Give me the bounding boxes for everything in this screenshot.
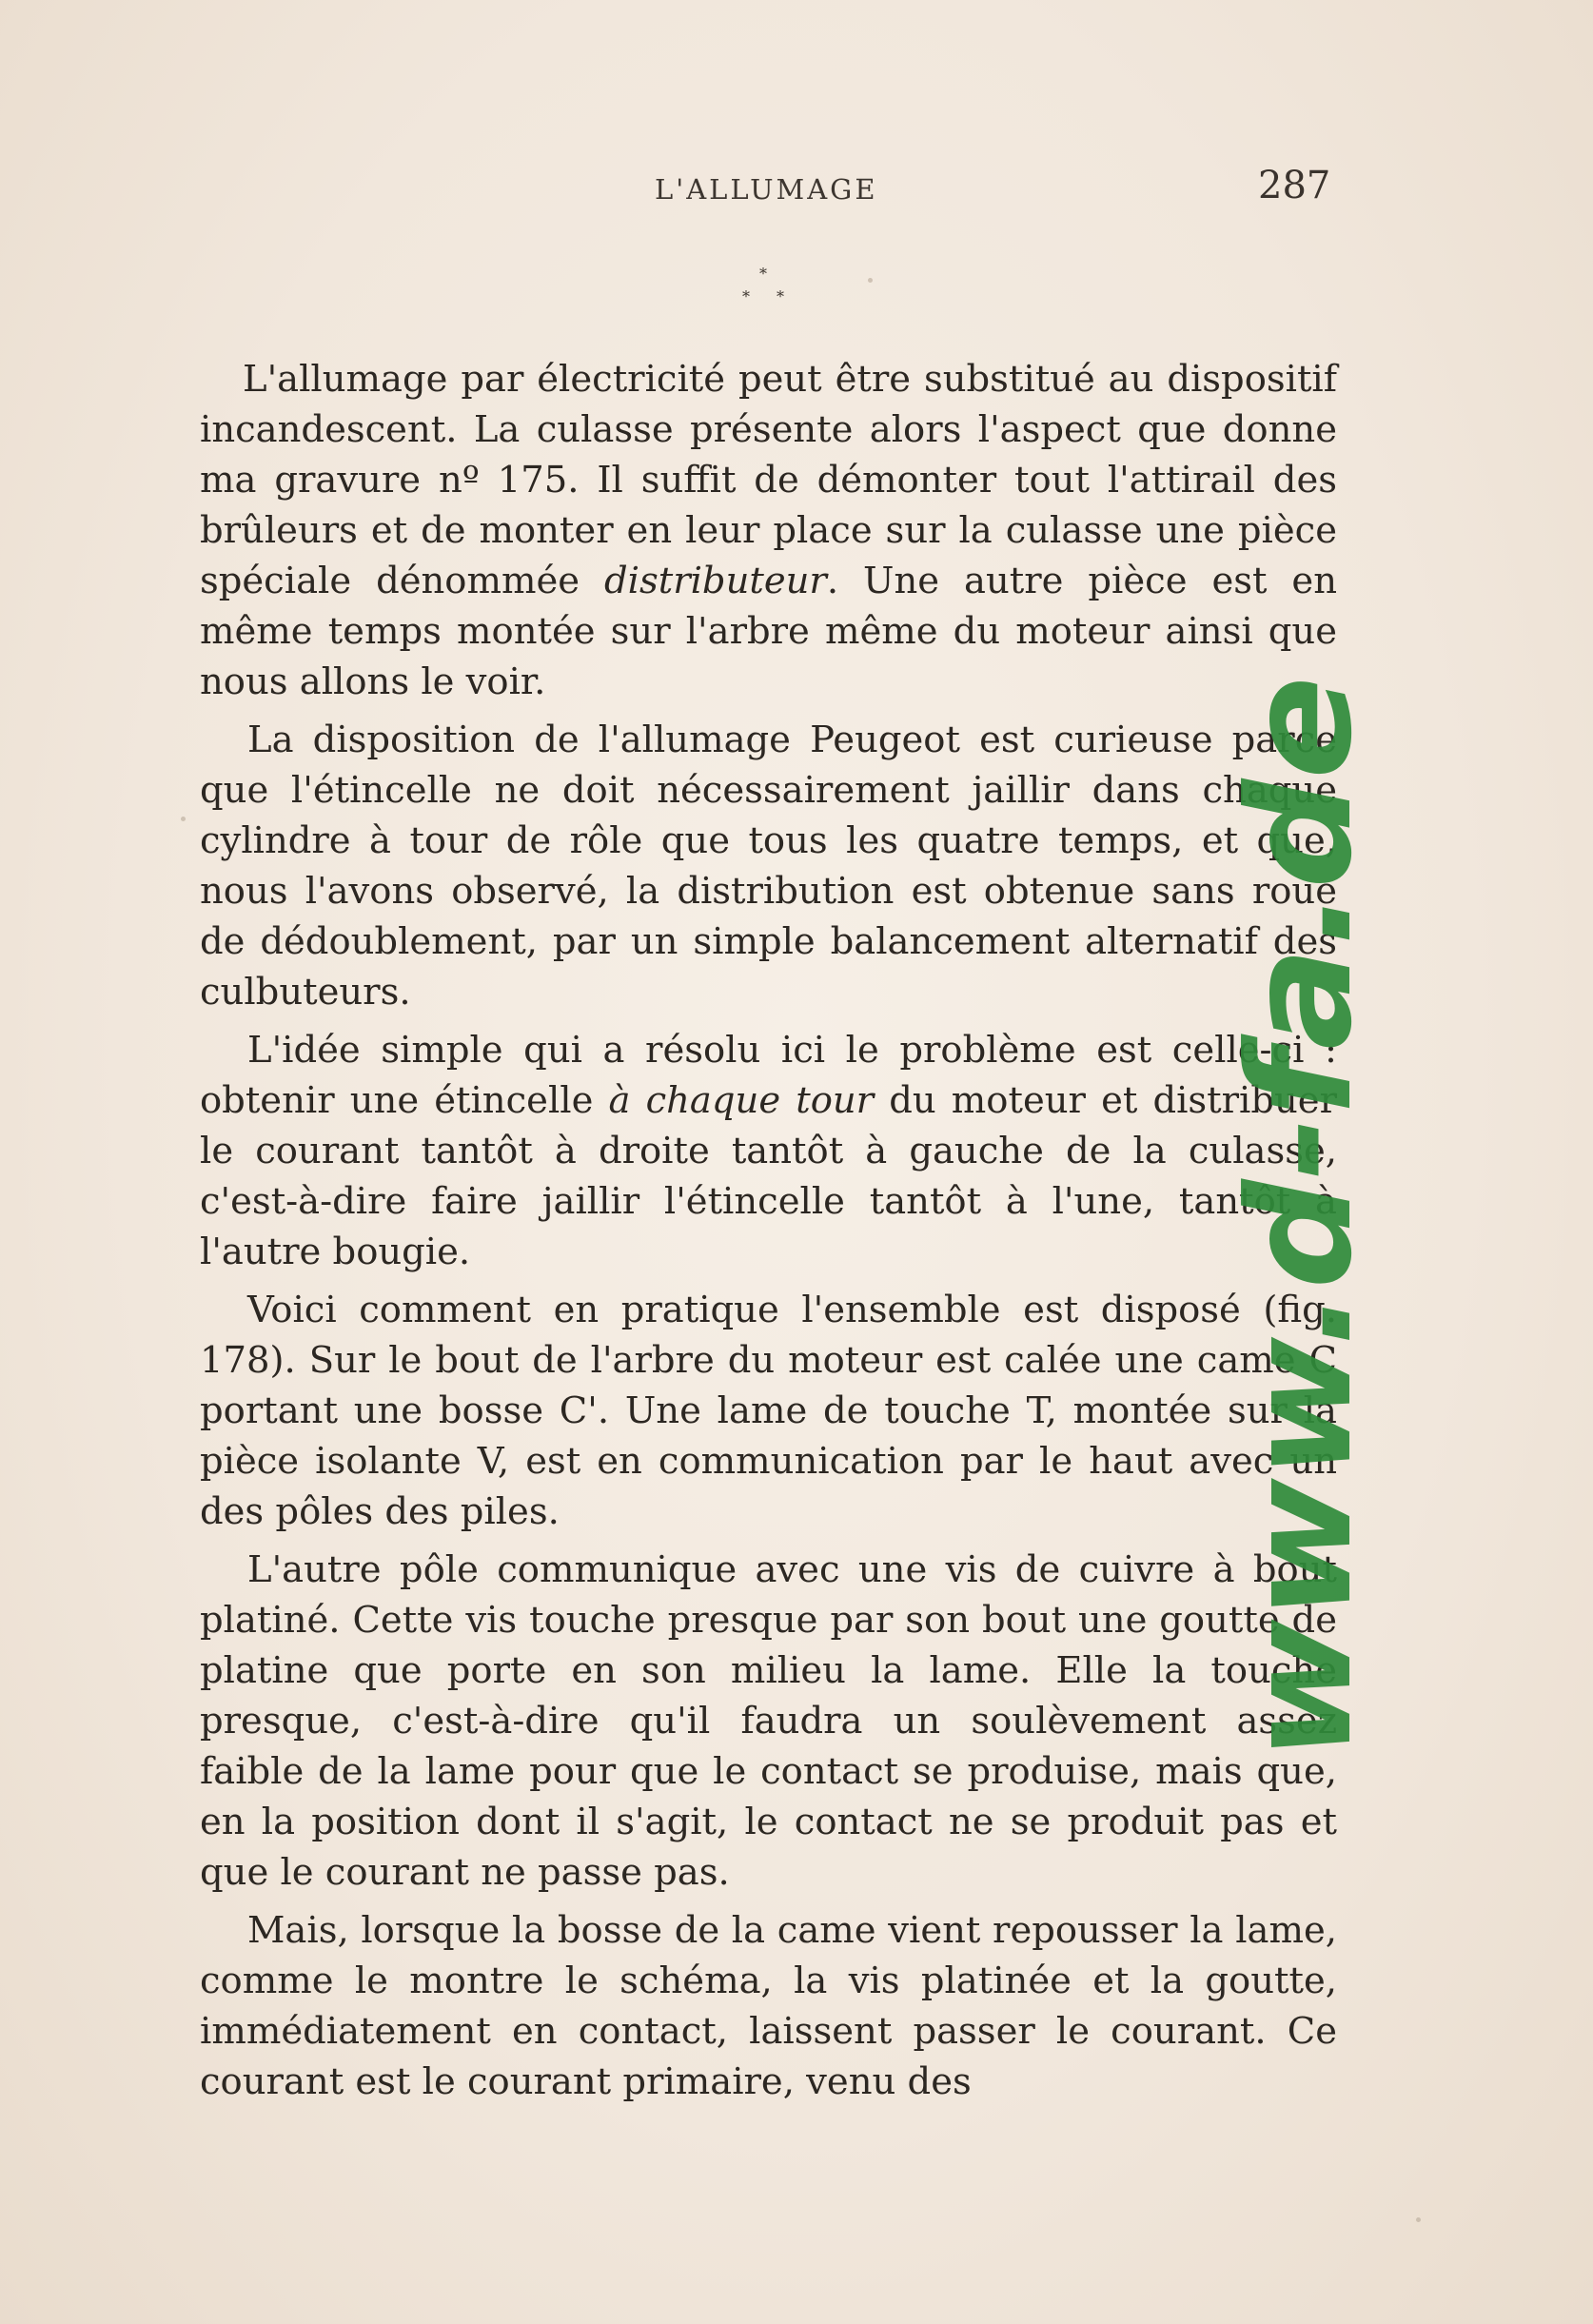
paragraph-text: Mais, lorsque la bosse de la came vient repousser la lame, comme le montre le schéma, la vis platinée et la goutte, immédiatement en contact, laissent passer le courant. Ce courant est le courant primaire, venu des bbox=[200, 1909, 1337, 2103]
paragraph-text: La disposition de l'allumage Peugeot est curieuse parce que l'étincelle ne doit nécessairement jaillir dans chaque cylindre à tour de rôle que tous les quatre temps, et que, nous l'avons observé, la distribution est obtenue sans roue de dédoublement, par un simple balancement alternatif des culbuteurs. bbox=[200, 719, 1337, 1014]
watermark-text: www.d-fa.de bbox=[1218, 746, 1384, 1761]
paragraph bbox=[200, 1905, 1337, 2107]
paragraph bbox=[200, 1285, 1337, 1537]
asterism-star: * bbox=[777, 287, 784, 305]
running-title: L'ALLUMAGE bbox=[655, 173, 878, 206]
paper-speck bbox=[1416, 2217, 1421, 2222]
paper-speck bbox=[868, 278, 873, 283]
paragraph bbox=[200, 1545, 1337, 1898]
asterism-ornament bbox=[723, 265, 809, 322]
paper-speck bbox=[181, 817, 186, 821]
paragraph-text: . Une autre pièce est en même temps montée sur l'arbre même du moteur ainsi que nous allons le voir. bbox=[200, 560, 1338, 703]
body-text bbox=[200, 354, 1337, 2115]
page-number: 287 bbox=[1258, 164, 1331, 207]
emphasized-term: à chaque tour bbox=[608, 1079, 875, 1122]
paragraph bbox=[200, 715, 1337, 1017]
asterism-star: * bbox=[742, 287, 750, 305]
paragraph bbox=[200, 1025, 1337, 1277]
paragraph bbox=[200, 354, 1337, 707]
emphasized-term: distributeur bbox=[604, 560, 827, 602]
paragraph-text: Voici comment en pratique l'ensemble est disposé (fig. 178). Sur le bout de l'arbre du moteur est calée une came C portant une bosse C'. Une lame de touche T, montée sur la pièce isolante V, est en communication par le haut avec un des pôles des piles. bbox=[200, 1289, 1337, 1533]
paragraph-text: L'allumage par électricité peut être substitué au dispositif incandescent. La culasse présente alors l'aspect que donne ma gravure nº 175. Il suffit de démonter tout l'attirail des brûleurs et de monter en leur place sur la culasse une pièce spéciale dénommée bbox=[200, 358, 1337, 602]
running-head bbox=[0, 164, 1593, 217]
paragraph-text: L'idée simple qui a résolu ici le problème est celle-ci : obtenir une étincelle bbox=[200, 1029, 1337, 1122]
paragraph-text: L'autre pôle communique avec une vis de cuivre à bout platiné. Cette vis touche presque par son bout une goutte de platine que porte en son milieu la lame. Elle la touche presque, c'est-à-dire qu'il faudra un soulèvement assez faible de la lame pour que le contact se produise, mais que, en la position dont il s'agit, le contact ne se produit pas et que le courant ne passe pas. bbox=[200, 1548, 1337, 1894]
asterism-star: * bbox=[759, 265, 767, 283]
paragraph-text: du moteur et distribuer le courant tantôt à droite tantôt à gauche de la culasse, c'est-à-dire faire jaillir l'étincelle tantôt à l'une, tantôt à l'autre bougie. bbox=[200, 1079, 1337, 1273]
